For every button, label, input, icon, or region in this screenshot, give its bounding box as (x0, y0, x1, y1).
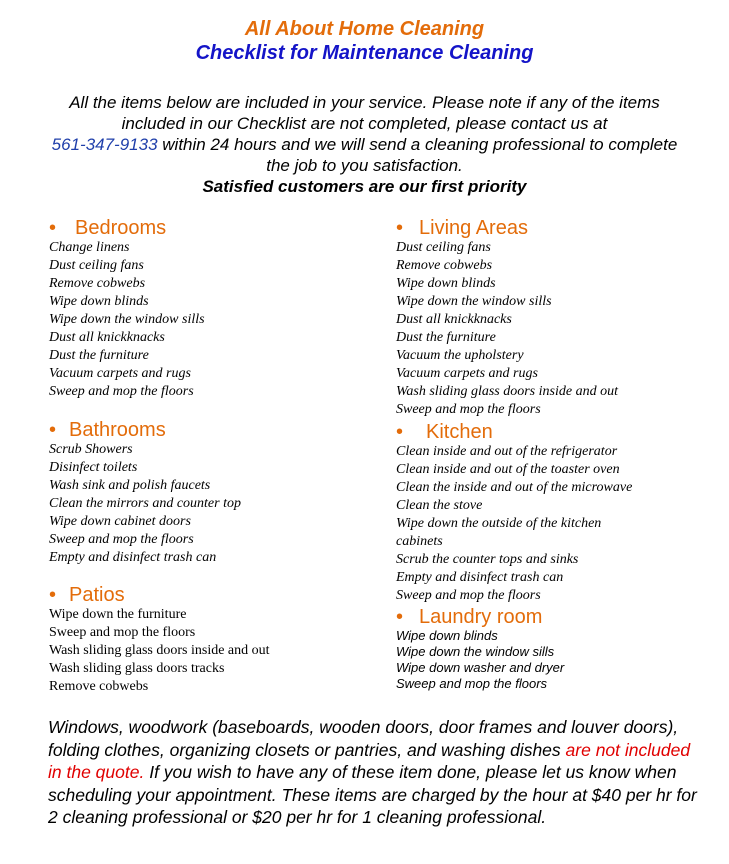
section-heading-bathrooms (49, 419, 166, 442)
list-item: Dust all knickknacks (396, 312, 512, 327)
list-item: Empty and disinfect trash can (396, 570, 564, 585)
list-item: Dust all knickknacks (49, 330, 165, 345)
list-item: Disinfect toilets (49, 460, 138, 475)
bedrooms-list (49, 239, 205, 401)
list-item: Sweep and mop the floors (396, 588, 541, 603)
section-heading-laundry-room (396, 606, 542, 629)
bullet-icon: • (49, 419, 57, 441)
list-item: Change linens (49, 240, 130, 255)
list-item: Wipe down cabinet doors (49, 514, 191, 529)
list-item: Remove cobwebs (49, 276, 146, 291)
list-item: Wipe down blinds (396, 628, 498, 643)
list-item: Vacuum the upholstery (396, 348, 524, 363)
section-heading-living-areas (396, 217, 528, 240)
list-item: Wipe down the outside of the kitchen (396, 516, 602, 531)
list-item: Wipe down the furniture (49, 607, 187, 622)
intro-text-continued: within 24 hours and we will send a cleaning professional to complete the job to you satisfaction. (162, 135, 678, 175)
intro-paragraph (40, 92, 689, 197)
bullet-icon: • (396, 606, 404, 628)
list-item: Empty and disinfect trash can (49, 550, 217, 565)
list-item: Wash sliding glass doors inside and out (396, 384, 618, 399)
section-heading-kitchen (396, 421, 493, 444)
bullet-icon: • (396, 421, 404, 443)
list-item: Dust ceiling fans (396, 240, 491, 255)
list-item: Wipe down blinds (396, 276, 496, 291)
list-item: Remove cobwebs (396, 258, 493, 273)
list-item: cabinets (396, 534, 443, 549)
list-item: Wash sink and polish faucets (49, 478, 211, 493)
section-title: Kitchen (426, 421, 493, 443)
list-item: Wipe down blinds (49, 294, 149, 309)
list-item: Wash sliding glass doors inside and out (49, 643, 270, 658)
list-item: Vacuum carpets and rugs (396, 366, 538, 381)
bullet-icon: • (49, 584, 57, 606)
list-item: Dust the furniture (396, 330, 496, 345)
kitchen-list (396, 443, 632, 605)
list-item: Sweep and mop the floors (49, 625, 196, 640)
list-item: Wipe down the window sills (396, 644, 555, 659)
list-item: Scrub the counter tops and sinks (396, 552, 579, 567)
section-heading-bedrooms (49, 217, 166, 240)
list-item: Clean inside and out of the toaster oven (396, 462, 620, 477)
list-item: Wash sliding glass doors tracks (49, 661, 225, 676)
list-item: Dust ceiling fans (49, 258, 144, 273)
bullet-icon: • (396, 217, 404, 239)
list-item: Clean the inside and out of the microwave (396, 480, 633, 495)
section-title: Bathrooms (69, 419, 166, 441)
list-item: Clean inside and out of the refrigerator (396, 444, 618, 459)
list-item: Sweep and mop the floors (396, 402, 541, 417)
list-item: Wipe down the window sills (49, 312, 205, 327)
not-included-warning: are not included in the quote. (48, 739, 691, 782)
section-heading-patios (49, 584, 125, 607)
list-item: Remove cobwebs (49, 679, 149, 694)
list-item: Vacuum carpets and rugs (49, 366, 191, 381)
priority-statement: Satisfied customers are our first priority (202, 177, 527, 196)
list-item: Wipe down the window sills (396, 294, 552, 309)
exclusions-text: Windows, woodwork (baseboards, wooden doors, door frames and louver doors), folding clothes, organizing closets or pantries, and washing dishes (48, 717, 679, 760)
laundry-room-list (396, 628, 564, 692)
intro-text: All the items below are included in your service. Please note if any of the items included in our Checklist are not completed, please contact us at (69, 93, 660, 133)
company-title: All About Home Cleaning (244, 18, 485, 40)
list-item: Wipe down washer and dryer (396, 660, 565, 675)
list-item: Clean the mirrors and counter top (49, 496, 241, 511)
patios-list (49, 606, 270, 696)
section-title: Living Areas (419, 217, 528, 239)
section-title: Laundry room (419, 606, 543, 628)
section-title: Bedrooms (75, 217, 167, 239)
list-item: Sweep and mop the floors (396, 676, 548, 691)
list-item: Dust the furniture (49, 348, 149, 363)
checklist-title: Checklist for Maintenance Cleaning (195, 42, 534, 64)
living-areas-list (396, 239, 618, 419)
bullet-icon: • (49, 217, 57, 239)
list-item: Sweep and mop the floors (49, 532, 194, 547)
section-title: Patios (69, 584, 125, 606)
bathrooms-list (49, 441, 241, 567)
list-item: Sweep and mop the floors (49, 384, 194, 399)
list-item: Clean the stove (396, 498, 483, 513)
list-item: Scrub Showers (49, 442, 133, 457)
exclusions-note (48, 716, 698, 829)
phone-number[interactable]: 561-347-9133 (51, 135, 158, 154)
pricing-text: If you wish to have any of these item done, please let us know when scheduling your appointment. These items are charged by the hour at $40 per hr for 2 cleaning professional or $20 per hr for 1 cleaning professional. (48, 762, 697, 827)
